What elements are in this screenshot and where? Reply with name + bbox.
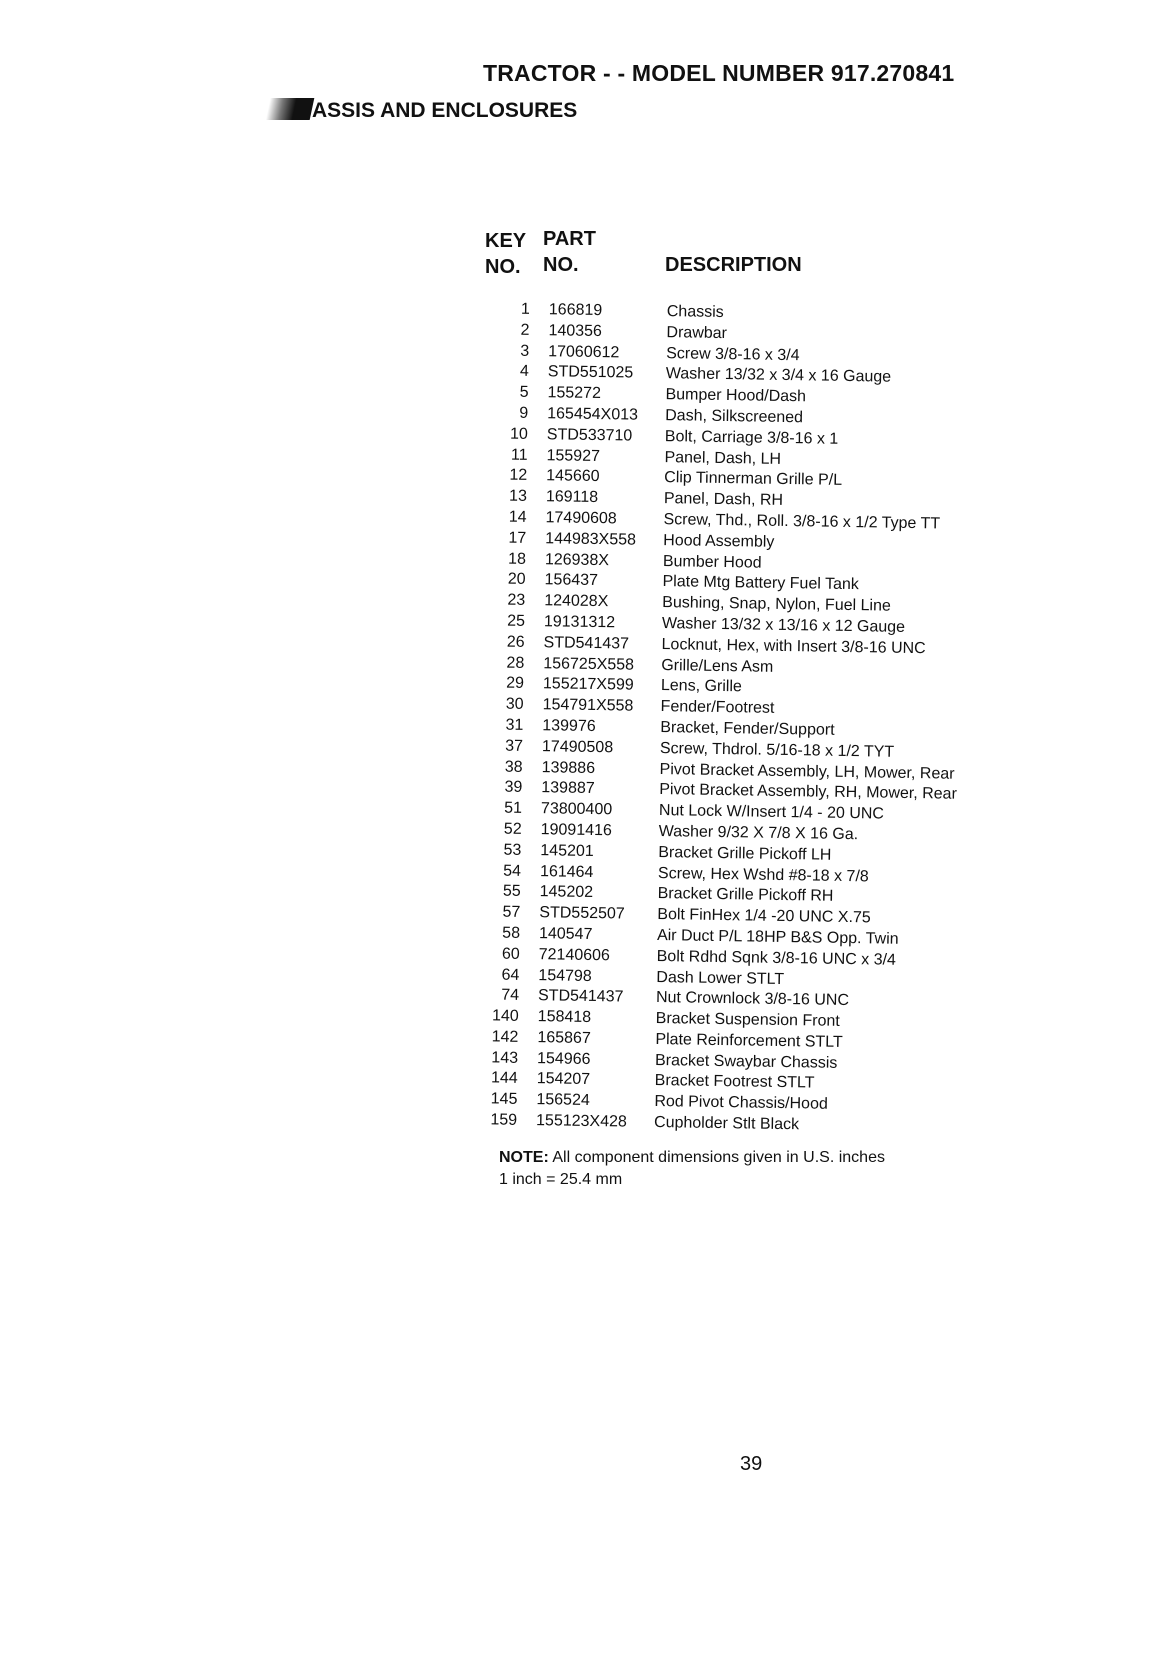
part-number-cell: 72140606 xyxy=(538,945,611,964)
description-cell: Panel, Dash, LH xyxy=(664,448,782,468)
description-cell: Nut Crownlock 3/8-16 UNC xyxy=(655,989,850,1010)
part-number-cell: STD541437 xyxy=(537,987,624,1006)
description-cell: Washer 13/32 x 3/4 x 16 Gauge xyxy=(665,365,892,387)
part-number-cell: STD552507 xyxy=(539,904,625,923)
description-cell: Bracket Grille Pickoff RH xyxy=(657,885,834,906)
part-number-cell: 161464 xyxy=(539,862,594,881)
part-number-cell: 155217X599 xyxy=(542,675,634,694)
part-number-cell: 158418 xyxy=(537,1008,592,1027)
description-cell: Dash, Silkscreened xyxy=(665,407,804,427)
part-number-cell: 126938X xyxy=(544,550,610,569)
key-cell: 10 xyxy=(509,425,529,443)
part-number-cell: 165867 xyxy=(537,1029,591,1047)
description-cell: Nut Lock W/Insert 1/4 - 20 UNC xyxy=(658,802,885,823)
description-cell: Bumper Hood/Dash xyxy=(665,386,807,406)
part-number-cell: 155272 xyxy=(547,384,602,403)
key-cell: 11 xyxy=(510,446,528,464)
part-number-cell: STD533710 xyxy=(546,426,633,445)
part-number-cell: STD541437 xyxy=(543,633,630,653)
description-cell: Chassis xyxy=(666,303,724,321)
part-number-cell: 139887 xyxy=(541,779,595,798)
key-cell: 5 xyxy=(519,383,529,402)
key-cell: 58 xyxy=(502,924,521,942)
description-cell: Pivot Bracket Assembly, RH, Mower, Rear xyxy=(659,781,957,804)
note-text: All component dimensions given in U.S. inches xyxy=(552,1149,885,1166)
key-cell: 57 xyxy=(502,903,521,921)
part-number-cell: 154207 xyxy=(536,1070,591,1089)
part-number-cell: 17490508 xyxy=(541,737,614,757)
description-cell: Hood Assembly xyxy=(663,531,775,551)
description-cell: Screw, Thd., Roll. 3/8-16 x 1/2 Type TT xyxy=(663,511,941,533)
page-number: 39 xyxy=(740,1453,763,1475)
key-cell: 25 xyxy=(507,612,526,630)
note-label: NOTE: xyxy=(499,1149,549,1166)
section-title xyxy=(268,98,577,123)
part-number-cell: 73800400 xyxy=(540,800,613,819)
part-number-cell: 169118 xyxy=(545,488,599,507)
part-number-cell: 139976 xyxy=(542,717,596,735)
description-cell: Drawbar xyxy=(666,323,728,342)
description-cell: Grille/Lens Asm xyxy=(661,656,774,676)
key-cell: 64 xyxy=(501,966,520,984)
description-cell: Bracket Suspension Front xyxy=(655,1010,840,1030)
key-cell: 54 xyxy=(503,862,522,880)
parts-table xyxy=(457,299,1010,1139)
part-number-cell: 155927 xyxy=(546,446,601,465)
part-number-cell: 166819 xyxy=(548,301,603,320)
key-cell: 140 xyxy=(491,1007,519,1025)
description-cell: Fender/Footrest xyxy=(660,698,775,717)
part-number-cell: STD551025 xyxy=(547,363,634,382)
key-cell: 2 xyxy=(520,321,530,339)
key-cell: 9 xyxy=(519,404,529,422)
description-cell: Locknut, Hex, with Insert 3/8-16 UNC xyxy=(661,635,926,657)
part-number-cell: 145202 xyxy=(539,883,594,902)
key-cell: 18 xyxy=(507,550,527,568)
note xyxy=(499,1147,885,1191)
description-cell: Bracket Swaybar Chassis xyxy=(654,1051,838,1072)
description-cell: Rod Pivot Chassis/Hood xyxy=(654,1093,828,1113)
part-number-cell: 19131312 xyxy=(543,613,616,632)
part-number-cell: 154791X558 xyxy=(542,696,634,715)
key-cell: 55 xyxy=(502,882,521,901)
key-cell: 52 xyxy=(503,820,522,838)
key-cell: 145 xyxy=(490,1090,518,1109)
description-cell: Pivot Bracket Assembly, LH, Mower, Rear xyxy=(659,760,955,783)
key-cell: 31 xyxy=(505,716,524,734)
part-number-cell: 154966 xyxy=(536,1049,591,1068)
key-cell: 3 xyxy=(520,342,530,360)
key-cell: 159 xyxy=(490,1111,518,1129)
header-part-top: PART xyxy=(543,228,596,250)
part-number-cell: 19091416 xyxy=(540,821,612,840)
key-cell: 17 xyxy=(508,529,527,547)
description-cell: Washer 13/32 x 13/16 x 12 Gauge xyxy=(661,615,906,636)
part-number-cell: 124028X xyxy=(544,592,609,611)
part-number-cell: 17060612 xyxy=(548,342,620,361)
part-number-cell: 154798 xyxy=(538,966,592,985)
description-cell: Screw 3/8-16 x 3/4 xyxy=(666,344,800,364)
part-number-cell: 140547 xyxy=(538,925,593,943)
part-number-cell: 156437 xyxy=(544,571,599,590)
key-cell: 38 xyxy=(504,758,523,776)
key-cell: 14 xyxy=(508,508,527,526)
description-cell: Screw, Hex Wshd #8-18 x 7/8 xyxy=(657,864,869,885)
description-cell: Bracket Grille Pickoff LH xyxy=(658,843,832,864)
header-part-bottom: NO. xyxy=(543,254,579,276)
part-number-cell: 139886 xyxy=(541,758,596,777)
key-cell: 30 xyxy=(505,695,524,714)
part-number-cell: 156524 xyxy=(536,1091,590,1110)
description-cell: Bolt Rdhd Sqnk 3/8-16 UNC x 3/4 xyxy=(656,947,897,969)
description-cell: Plate Mtg Battery Fuel Tank xyxy=(662,573,859,594)
key-cell: 13 xyxy=(508,487,528,506)
part-number-cell: 145201 xyxy=(540,841,594,860)
part-number-cell: 140356 xyxy=(548,322,603,340)
key-cell: 37 xyxy=(505,737,524,755)
description-cell: Bolt FinHex 1/4 -20 UNC X.75 xyxy=(657,906,871,927)
key-cell: 4 xyxy=(519,363,529,381)
description-cell: Clip Tinnerman Grille P/L xyxy=(664,469,843,490)
description-cell: Bracket Footrest STLT xyxy=(654,1072,815,1092)
key-cell: 144 xyxy=(490,1069,518,1088)
smudged-letters xyxy=(266,98,315,120)
header-key-top: KEY xyxy=(485,230,527,252)
key-cell: 60 xyxy=(501,945,520,963)
key-cell: 26 xyxy=(506,633,525,651)
part-number-cell: 155123X428 xyxy=(535,1112,627,1131)
part-number-cell: 145660 xyxy=(546,467,600,486)
description-cell: Washer 9/32 X 7/8 X 16 Ga. xyxy=(658,822,859,844)
key-cell: 51 xyxy=(504,799,523,818)
part-number-cell: 156725X558 xyxy=(543,654,635,674)
note-conversion: 1 inch = 25.4 mm xyxy=(499,1171,623,1188)
description-cell: Bolt, Carriage 3/8-16 x 1 xyxy=(664,427,839,448)
description-cell: Air Duct P/L 18HP B&S Opp. Twin xyxy=(656,926,899,948)
description-cell: Dash Lower STLT xyxy=(656,968,785,988)
key-cell: 39 xyxy=(504,778,523,797)
key-cell: 74 xyxy=(501,986,520,1005)
note-line xyxy=(499,1147,885,1169)
key-cell: 29 xyxy=(506,674,525,693)
description-cell: Bushing, Snap, Nylon, Fuel Line xyxy=(662,594,891,615)
key-cell: 53 xyxy=(503,841,522,859)
key-cell: 1 xyxy=(520,300,530,318)
key-cell: 142 xyxy=(491,1028,519,1046)
description-cell: Bumber Hood xyxy=(662,552,762,572)
key-cell: 23 xyxy=(507,591,526,610)
part-number-cell: 165454X013 xyxy=(547,405,639,424)
part-number-cell: 17490608 xyxy=(545,509,617,528)
description-cell: Panel, Dash, RH xyxy=(663,490,784,510)
key-cell: 20 xyxy=(507,570,526,589)
header-description: DESCRIPTION xyxy=(665,254,802,276)
description-cell: Cupholder Stlt Black xyxy=(653,1114,800,1134)
description-cell: Screw, Thdrol. 5/16-18 x 1/2 TYT xyxy=(659,739,895,761)
key-cell: 143 xyxy=(491,1049,519,1067)
description-cell: Plate Reinforcement STLT xyxy=(655,1030,843,1051)
key-cell: 12 xyxy=(509,467,528,485)
part-number-cell: 144983X558 xyxy=(545,529,637,549)
page-title: TRACTOR - - MODEL NUMBER 917.270841 xyxy=(483,60,955,86)
section-title-text: ASSIS AND ENCLOSURES xyxy=(312,99,578,122)
header-key-bottom: NO. xyxy=(485,256,521,278)
key-cell: 28 xyxy=(506,654,525,672)
description-cell: Lens, Grille xyxy=(660,677,742,696)
description-cell: Bracket, Fender/Support xyxy=(660,718,835,739)
